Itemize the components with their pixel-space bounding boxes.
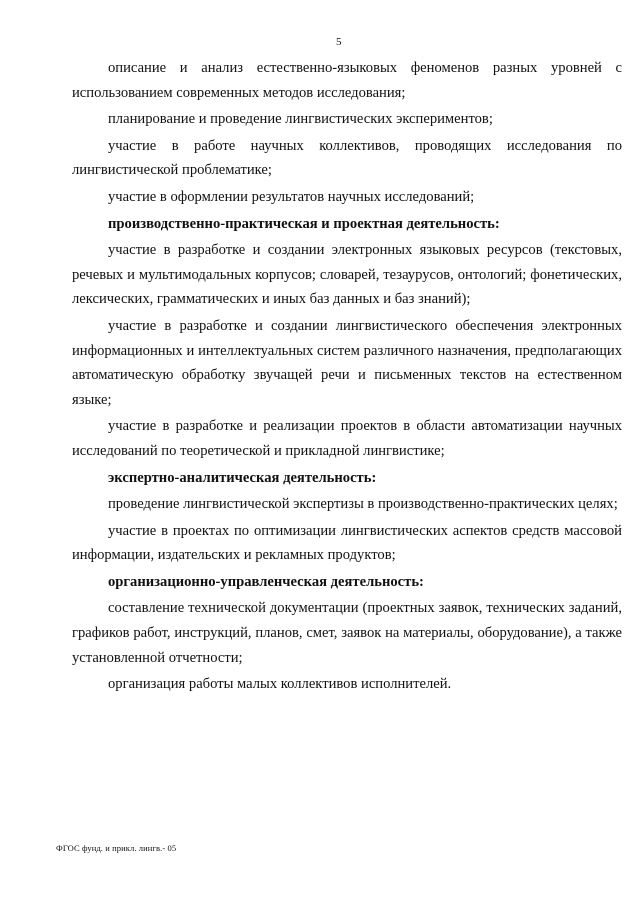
paragraph: участие в проектах по оптимизации лингвистических аспектов средств массовой информации, издательских и рекламных продуктов; <box>72 522 622 564</box>
document-body <box>72 56 622 699</box>
page-number: 5 <box>336 36 342 48</box>
paragraph: организация работы малых коллективов исполнителей. <box>108 676 452 693</box>
paragraph: участие в оформлении результатов научных исследований; <box>108 188 475 205</box>
section-heading: экспертно-аналитическая деятельность: <box>108 469 377 486</box>
paragraph: участие в работе научных коллективов, проводящих исследования по лингвистической проблематике; <box>72 137 622 179</box>
paragraph: планирование и проведение лингвистических экспериментов; <box>108 111 493 128</box>
paragraph: описание и анализ естественно-языковых феноменов разных уровней с использованием современных методов исследования; <box>72 60 622 101</box>
paragraph: составление технической документации (проектных заявок, технических заданий, графиков работ, инструкций, планов, смет, заявок на материалы, оборудование), а также установленной отчетности; <box>72 600 622 666</box>
section-heading: организационно-управленческая деятельность: <box>108 573 424 590</box>
paragraph: участие в разработке и создании лингвистического обеспечения электронных информационных и интеллектуальных систем различного назначения, предполагающих автоматическую обработку звучащей речи и письменных текстов на естественном языке; <box>72 317 622 408</box>
section-heading: производственно-практическая и проектная деятельность: <box>108 215 500 232</box>
paragraph: участие в разработке и создании электронных языковых ресурсов (текстовых, речевых и мультимодальных корпусов; словарей, тезаурусов, онтологий; фонетических, лексических, грамматических и иных баз данных и баз знаний); <box>72 242 622 308</box>
paragraph: участие в разработке и реализации проектов в области автоматизации научных исследований по теоретической и прикладной лингвистике; <box>72 418 622 459</box>
document-footer: ФГОС фунд. и прикл. лингв.- 05 <box>56 843 177 853</box>
paragraph: проведение лингвистической экспертизы в производственно-практических целях; <box>108 496 618 513</box>
